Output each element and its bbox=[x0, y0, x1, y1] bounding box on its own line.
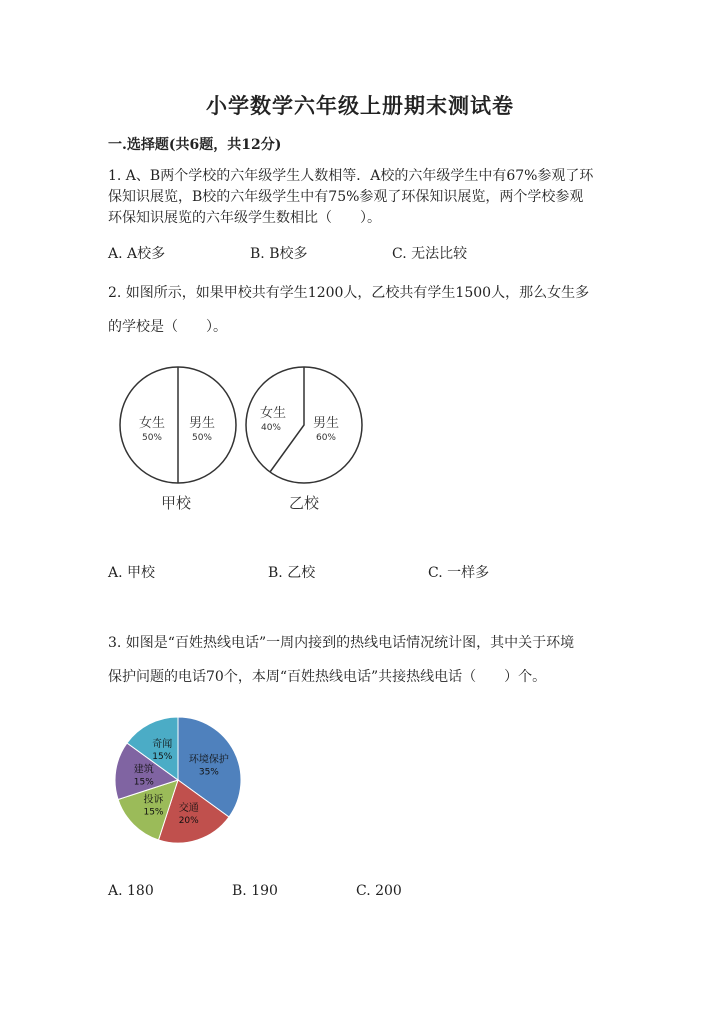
page-title: 小学数学六年级上册期末测试卷 bbox=[206, 93, 514, 118]
school-a-female-label: 女生 bbox=[138, 416, 166, 431]
question-1-line: 保知识展览，B校的六年级学生中有75%参观了环保知识展览，两个学校参观 bbox=[108, 189, 584, 205]
q2-option-b[interactable]: B. 乙校 bbox=[268, 565, 316, 581]
pie-slice-label: 环境保护 bbox=[188, 754, 229, 766]
pie-slice-label: 投诉 bbox=[143, 794, 164, 806]
pie-slice-pct: 35% bbox=[198, 767, 219, 778]
q1-option-c[interactable]: C. 无法比较 bbox=[392, 246, 468, 262]
pie-slice-pct: 15% bbox=[152, 752, 173, 763]
question-2-line: 2. 如图所示，如果甲校共有学生1200人，乙校共有学生1500人，那么女生多 bbox=[108, 285, 590, 301]
q1-option-a[interactable]: A. A校多 bbox=[108, 246, 166, 262]
school-b-male-pct: 60% bbox=[315, 433, 337, 443]
q3-option-b[interactable]: B. 190 bbox=[232, 883, 278, 899]
pie-slice-pct: 15% bbox=[143, 807, 164, 818]
pie-slice-pct: 20% bbox=[178, 815, 199, 826]
q3-option-a[interactable]: A. 180 bbox=[108, 883, 154, 899]
school-pie-charts bbox=[108, 355, 378, 520]
section-heading: 一.选择题(共6题，共12分) bbox=[108, 137, 282, 153]
school-b-caption: 乙校 bbox=[288, 494, 320, 512]
q3-option-c[interactable]: C. 200 bbox=[356, 883, 402, 899]
pie-slice-pct: 15% bbox=[133, 777, 154, 788]
q2-option-c[interactable]: C. 一样多 bbox=[428, 565, 490, 581]
school-a-caption: 甲校 bbox=[160, 494, 192, 512]
question-3 bbox=[108, 626, 608, 694]
school-b-female-label: 女生 bbox=[259, 406, 287, 421]
pie-slice-label: 建筑 bbox=[133, 764, 154, 776]
hotline-pie-chart bbox=[108, 710, 248, 850]
question-1 bbox=[108, 166, 608, 229]
question-3-line: 保护问题的电话70个，本周“百姓热线电话”共接热线电话（ ）个。 bbox=[108, 669, 547, 685]
question-2 bbox=[108, 276, 608, 344]
question-3-line: 3. 如图是“百姓热线电话”一周内接到的热线电话情况统计图，其中关于环境 bbox=[108, 635, 575, 651]
school-a-male-pct: 50% bbox=[191, 433, 213, 443]
pie-slice-label: 交通 bbox=[178, 802, 199, 814]
question-2-line: 的学校是（ ）。 bbox=[108, 319, 227, 335]
question-1-line: 1. A、B两个学校的六年级学生人数相等．A校的六年级学生中有67%参观了环 bbox=[108, 168, 594, 184]
q2-option-a[interactable]: A. 甲校 bbox=[108, 565, 156, 581]
question-1-line: 环保知识展览的六年级学生数相比（ ）。 bbox=[108, 210, 381, 226]
school-a-female-pct: 50% bbox=[141, 433, 163, 443]
school-b-male-label: 男生 bbox=[312, 416, 340, 431]
school-b-female-pct: 40% bbox=[260, 423, 282, 433]
school-a-male-label: 男生 bbox=[188, 416, 216, 431]
q1-option-b[interactable]: B. B校多 bbox=[250, 246, 308, 262]
pie-slice-label: 奇闻 bbox=[152, 739, 173, 751]
